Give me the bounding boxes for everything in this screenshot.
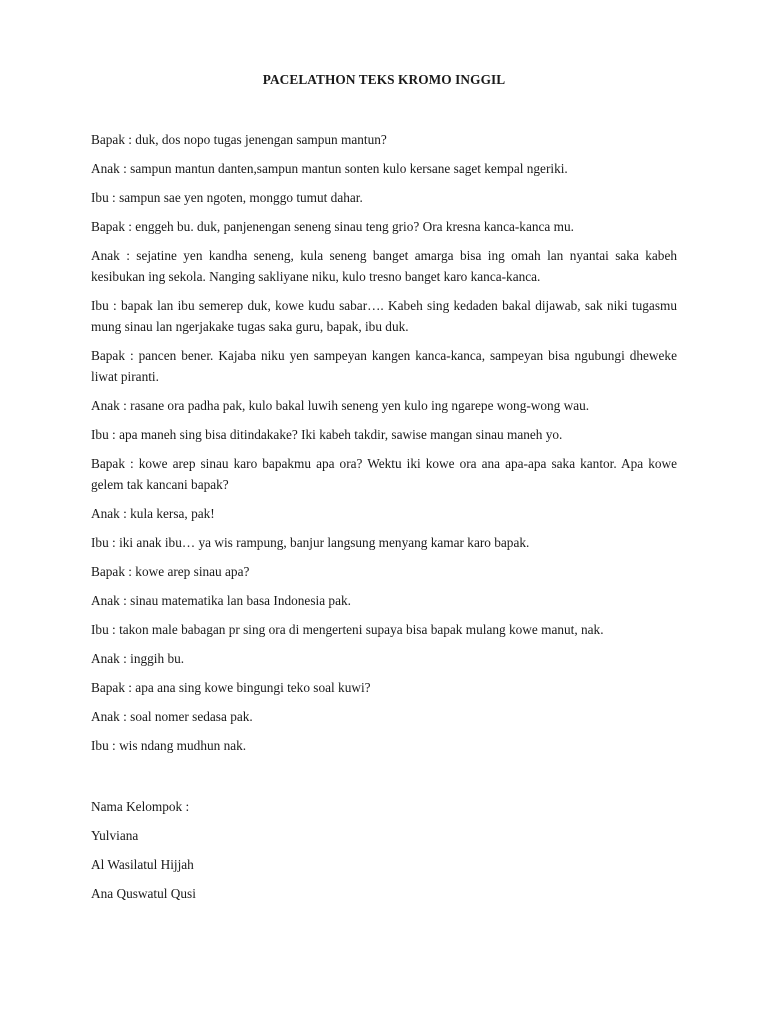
dialogue-line: Bapak : kowe arep sinau apa? [91, 564, 250, 579]
dialogue-line: Anak : sampun mantun danten,sampun mantun sonten kulo kersane saget kempal ngeriki. [91, 161, 568, 176]
dialogue-line: Ibu : bapak lan ibu semerep duk, kowe kudu sabar…. Kabeh sing kedaden bakal dijawab, sak niki tugasmu mung sinau lan ngerjakake tugas saka guru, bapak, ibu duk. [91, 298, 677, 334]
dialogue-line: Ibu : apa maneh sing bisa ditindakake? Iki kabeh takdir, sawise mangan sinau maneh yo. [91, 427, 563, 442]
group-member: Al Wasilatul Hijjah [91, 857, 194, 872]
dialogue-line: Bapak : enggeh bu. duk, panjenengan seneng sinau teng grio? Ora kresna kanca-kanca mu. [91, 219, 574, 234]
dialogue-line: Ibu : iki anak ibu… ya wis rampung, banjur langsung menyang kamar karo bapak. [91, 535, 530, 550]
dialogue-line: Anak : inggih bu. [91, 651, 185, 666]
dialogue-line: Anak : sejatine yen kandha seneng, kula seneng banget amarga bisa ing omah lan nyantai saka kabeh kesibukan ing sekola. Nanging sakliyane niku, kulo tresno banget karo kanca-kanca. [91, 248, 677, 284]
dialogue-line: Ibu : takon male babagan pr sing ora di mengerteni supaya bisa bapak mulang kowe manut, nak. [91, 622, 604, 637]
dialogue-body [91, 129, 677, 764]
group-member: Yulviana [91, 828, 139, 843]
dialogue-line: Ibu : sampun sae yen ngoten, monggo tumut dahar. [91, 190, 363, 205]
group-member: Ana Quswatul Qusi [91, 886, 196, 901]
dialogue-line: Bapak : duk, dos nopo tugas jenengan sampun mantun? [91, 132, 387, 147]
dialogue-line: Anak : rasane ora padha pak, kulo bakal luwih seneng yen kulo ing ngarepe wong-wong wau. [91, 398, 590, 413]
dialogue-line: Bapak : apa ana sing kowe bingungi teko soal kuwi? [91, 680, 371, 695]
dialogue-line: Ibu : wis ndang mudhun nak. [91, 738, 247, 753]
dialogue-line: Anak : kula kersa, pak! [91, 506, 215, 521]
document-title: PACELATHON TEKS KROMO INGGIL [262, 72, 506, 87]
dialogue-line: Anak : sinau matematika lan basa Indonesia pak. [91, 593, 351, 608]
group-heading: Nama Kelompok : [91, 799, 190, 814]
dialogue-line: Bapak : pancen bener. Kajaba niku yen sampeyan kangen kanca-kanca, sampeyan bisa ngubungi dheweke liwat piranti. [91, 348, 677, 384]
group-members-section [91, 796, 677, 912]
dialogue-line: Bapak : kowe arep sinau karo bapakmu apa ora? Wektu iki kowe ora ana apa-apa saka kantor. Apa kowe gelem tak kancani bapak? [91, 456, 677, 492]
dialogue-line: Anak : soal nomer sedasa pak. [91, 709, 253, 724]
